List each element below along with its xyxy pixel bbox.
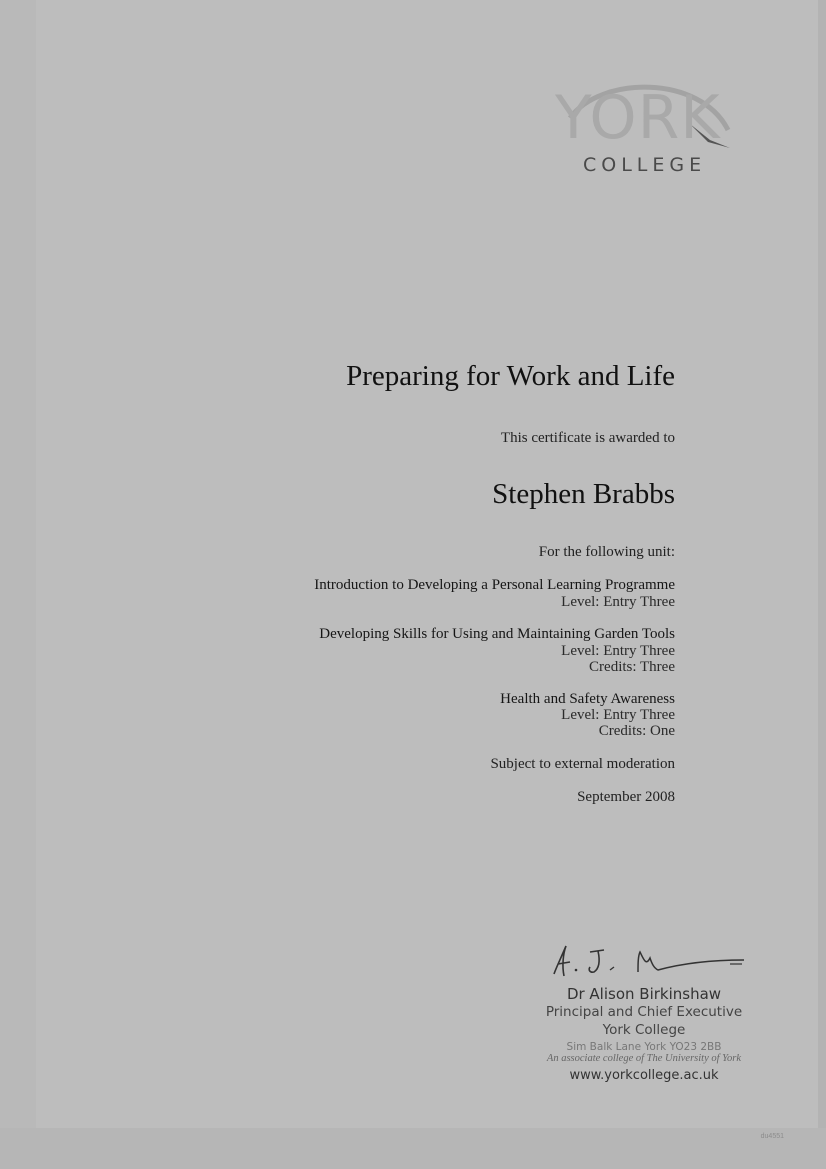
unit-name: Introduction to Developing a Personal Learning Programme (314, 577, 675, 593)
unit-level: Level: Entry Three (561, 643, 675, 659)
awarded-text: This certificate is awarded to (500, 430, 675, 446)
unit-level: Level: Entry Three (561, 707, 675, 723)
scan-margin (0, 1128, 826, 1169)
logo-subtitle: COLLEGE (583, 154, 707, 176)
college-address: Sim Balk Lane York YO23 2BB (566, 1041, 722, 1053)
college-website: www.yorkcollege.ac.uk (569, 1068, 719, 1083)
certificate-title: Preparing for Work and Life (346, 360, 675, 392)
following-unit-text: For the following unit: (538, 544, 675, 560)
moderation-note: Subject to external moderation (490, 756, 675, 772)
unit-name: Health and Safety Awareness (500, 691, 675, 707)
scan-code: du4551 (760, 1133, 784, 1140)
unit-level: Level: Entry Three (561, 594, 675, 610)
recipient-name: Stephen Brabbs (492, 478, 675, 510)
signature-icon (550, 940, 750, 982)
unit-credits: Credits: One (598, 723, 675, 739)
university-association: An associate college of The University of York (546, 1053, 742, 1064)
logo-word: YORK (555, 83, 721, 153)
page-edge (818, 0, 826, 1169)
signatory-name: Dr Alison Birkinshaw (566, 985, 722, 1003)
signatory-role: Principal and Chief Executive (545, 1004, 743, 1020)
award-date: September 2008 (577, 789, 675, 805)
principal-signature (550, 940, 750, 982)
york-college-logo (550, 78, 740, 188)
signatory-college: York College (602, 1022, 686, 1038)
unit-credits: Credits: Three (589, 659, 675, 675)
unit-name: Developing Skills for Using and Maintaining Garden Tools (319, 626, 675, 642)
